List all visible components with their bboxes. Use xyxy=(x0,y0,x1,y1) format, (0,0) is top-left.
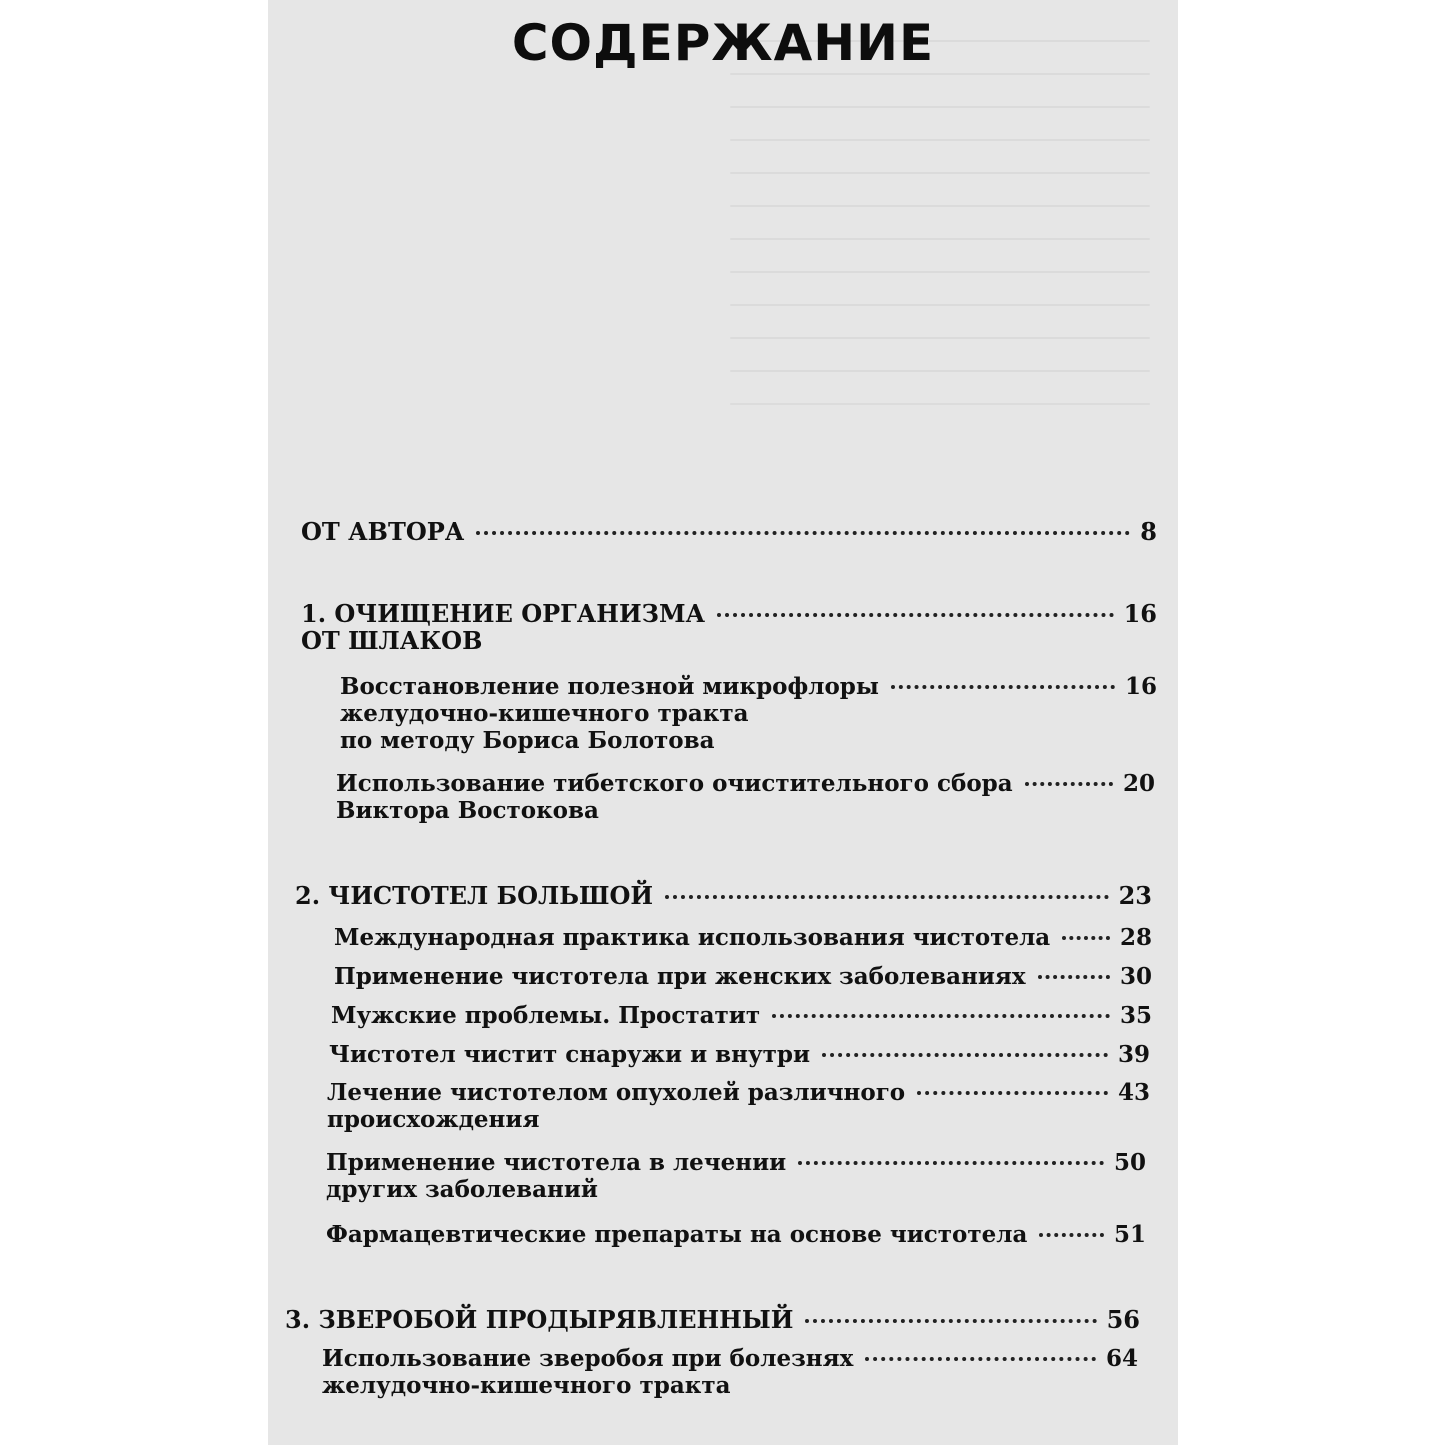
toc-page-number: 28 xyxy=(1119,924,1152,951)
toc-entry-text: Восстановление полезной микрофлоры желудочно-кишечного тракта по методу Бориса Болотова xyxy=(340,673,879,754)
dot-leader xyxy=(476,531,1130,535)
dot-leader xyxy=(917,1091,1108,1095)
bleed-through-lines xyxy=(730,40,1150,436)
toc-entry xyxy=(301,518,1157,545)
toc-entry-text: Международная практика использования чистотела xyxy=(334,924,1051,951)
toc-page-number: 56 xyxy=(1106,1305,1140,1334)
dot-leader xyxy=(717,613,1114,617)
toc-page-number: 51 xyxy=(1113,1221,1146,1248)
toc-page-number: 64 xyxy=(1105,1345,1138,1372)
toc-entry-text: Применение чистотела в лечении других заболеваний xyxy=(326,1149,787,1203)
toc-entry-text: 2. ЧИСТОТЕЛ БОЛЬШОЙ xyxy=(295,881,654,910)
toc-entry-text: Фармацевтические препараты на основе чистотела xyxy=(326,1221,1028,1248)
toc-entry-text: 1. ОЧИЩЕНИЕ ОРГАНИЗМА ОТ ШЛАКОВ xyxy=(301,599,706,655)
toc-entry-text: Чистотел чистит снаружи и внутри xyxy=(329,1041,811,1068)
dot-leader xyxy=(798,1161,1104,1165)
dot-leader xyxy=(1025,782,1113,786)
toc-page-number: 35 xyxy=(1119,1002,1152,1029)
toc-entry-text: 3. ЗВЕРОБОЙ ПРОДЫРЯВЛЕННЫЙ xyxy=(285,1305,794,1334)
toc-entry xyxy=(331,1002,1152,1029)
dot-leader xyxy=(665,895,1109,899)
toc-entry xyxy=(329,1041,1150,1068)
dot-leader xyxy=(865,1357,1096,1361)
toc-entry xyxy=(326,1221,1146,1248)
toc-page-number: 43 xyxy=(1117,1079,1150,1106)
toc-page-number: 39 xyxy=(1117,1041,1150,1068)
toc-entry-text: Использование тибетского очистительного сбора Виктора Востокова xyxy=(336,770,1013,824)
dot-leader xyxy=(772,1014,1110,1018)
toc-page-number: 50 xyxy=(1113,1149,1146,1176)
toc-entry-text: ОТ АВТОРА xyxy=(301,517,465,546)
dot-leader xyxy=(805,1319,1096,1323)
toc-entry xyxy=(285,1306,1140,1333)
toc-entry xyxy=(327,1079,1150,1133)
toc-entry-text: Применение чистотела при женских заболеваниях xyxy=(334,963,1026,990)
toc-page-number: 23 xyxy=(1118,881,1152,910)
dot-leader xyxy=(1062,936,1110,940)
toc-entry xyxy=(340,673,1157,754)
toc-entry xyxy=(295,882,1152,909)
dot-leader xyxy=(822,1053,1108,1057)
toc-entry xyxy=(334,924,1152,951)
toc-page-number: 8 xyxy=(1140,517,1157,546)
toc-page-number: 16 xyxy=(1123,599,1157,628)
toc-entry-text: Использование зверобоя при болезнях желудочно-кишечного тракта xyxy=(322,1345,854,1399)
toc-entry xyxy=(326,1149,1146,1203)
toc-page-number: 20 xyxy=(1122,770,1155,797)
book-page xyxy=(268,0,1178,1445)
toc-page-number: 16 xyxy=(1124,673,1157,700)
toc-entry-text: Лечение чистотелом опухолей различного происхождения xyxy=(327,1079,906,1133)
toc-entry xyxy=(334,963,1152,990)
dot-leader xyxy=(1038,975,1110,979)
dot-leader xyxy=(891,685,1115,689)
toc-entry-text: Мужские проблемы. Простатит xyxy=(331,1002,761,1029)
dot-leader xyxy=(1039,1233,1104,1237)
toc-entry xyxy=(322,1345,1138,1399)
toc-entry xyxy=(336,770,1155,824)
page-title: СОДЕРЖАНИЕ xyxy=(511,14,935,72)
toc-page-number: 30 xyxy=(1119,963,1152,990)
toc-entry xyxy=(301,600,1157,654)
